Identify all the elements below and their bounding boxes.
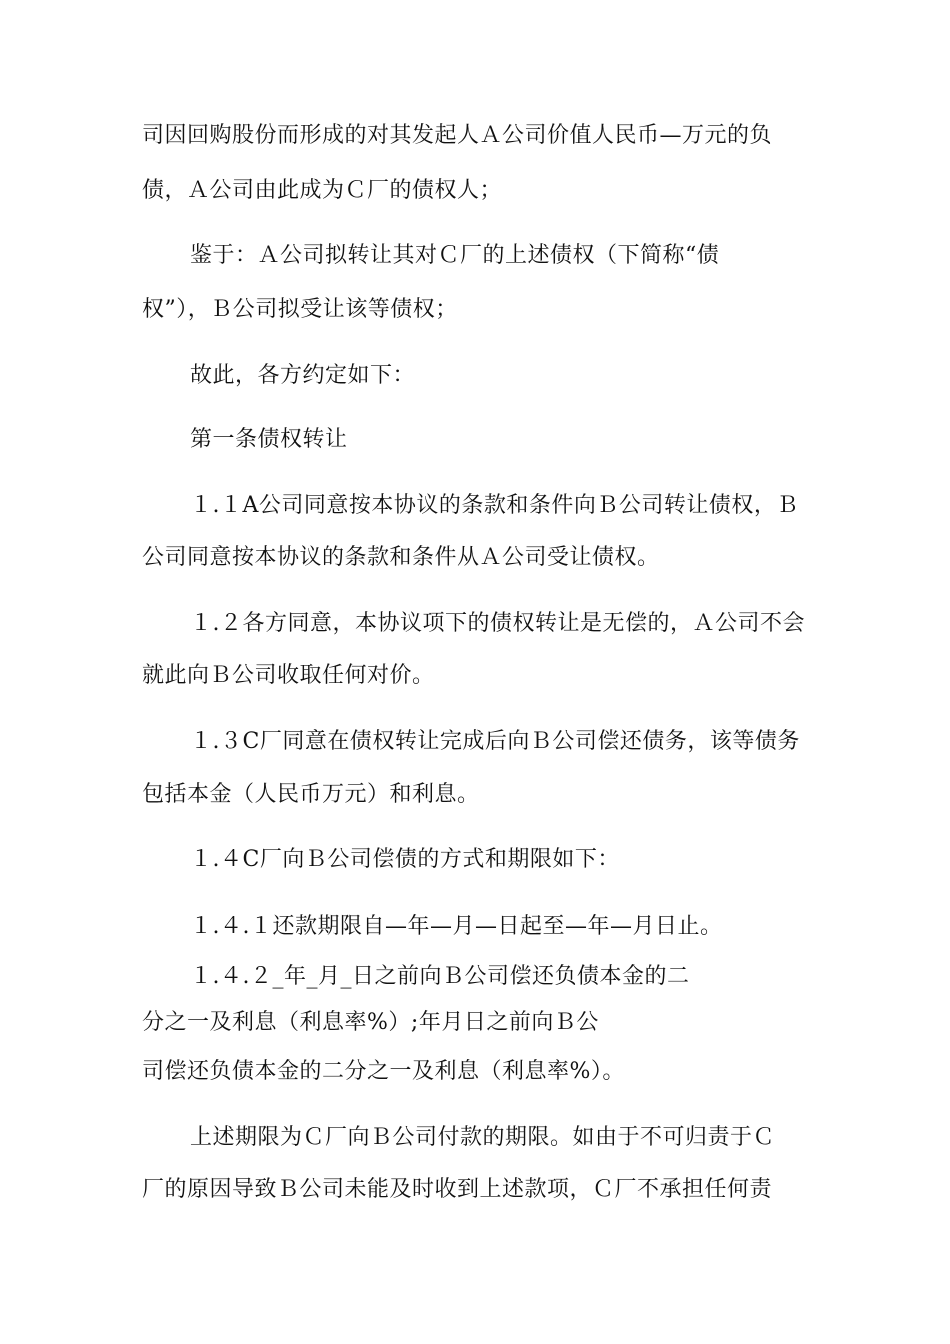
text-line: １.４C厂向Ｂ公司偿债的方式和期限如下： — [190, 847, 620, 872]
text-line: 厂的原因导致Ｂ公司未能及时收到上述款项，Ｃ厂不承担任何责 — [142, 1177, 773, 1202]
text-line: １.２各方同意，本协议项下的债权转让是无偿的，Ａ公司不会 — [190, 611, 805, 636]
text-line: 司因回购股份而形成的对其发起人Ａ公司价值人民币—万元的负 — [142, 123, 773, 148]
text-line: 就此向Ｂ公司收取任何对价。 — [142, 663, 435, 688]
text-line: １.１A公司同意按本协议的条款和条件向Ｂ公司转让债权，Ｂ — [190, 493, 799, 518]
text-line: 包括本金（人民币万元）和利息。 — [142, 782, 480, 807]
text-line: １.４.２_年_月_日之前向Ｂ公司偿还负债本金的二 — [190, 964, 690, 989]
text-line: 上述期限为Ｃ厂向Ｂ公司付款的期限。如由于不可归责于Ｃ — [190, 1125, 776, 1150]
text-line: １.３C厂同意在债权转让完成后向Ｂ公司偿还债务，该等债务 — [190, 729, 800, 754]
text-line: 权”），Ｂ公司拟受让该等债权； — [142, 297, 458, 322]
text-line: 公司同意按本协议的条款和条件从Ａ公司受让债权。 — [142, 545, 660, 570]
text-line: 分之一及利息（利息率%）;年月日之前向Ｂ公 — [142, 1010, 599, 1035]
text-line: １.４.１还款期限自—年—月—日起至—年—月日止。 — [190, 914, 723, 939]
text-line: 司偿还负债本金的二分之一及利息（利息率%）。 — [142, 1059, 625, 1084]
text-line: 鉴于：Ａ公司拟转让其对Ｃ厂的上述债权（下简称“债 — [190, 243, 720, 268]
section-heading: 第一条债权转让 — [190, 427, 348, 452]
text-line: 故此，各方约定如下： — [190, 363, 416, 388]
text-line: 债，Ａ公司由此成为Ｃ厂的债权人； — [142, 178, 503, 203]
